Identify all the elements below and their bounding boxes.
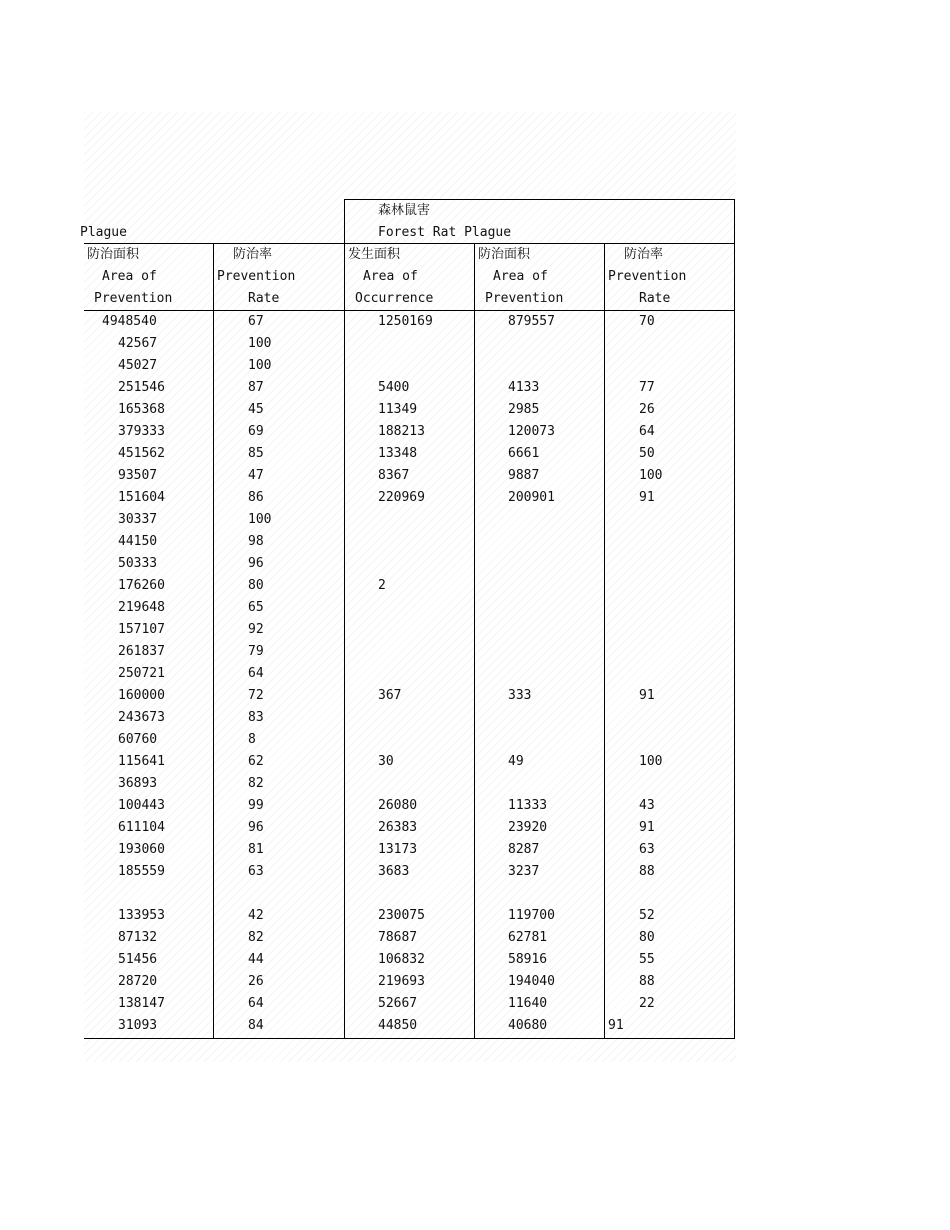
table-cell: 36893 <box>118 776 158 791</box>
col1-header-en1: Area of <box>102 269 157 284</box>
table-cell: 55 <box>639 952 655 967</box>
table-cell: 8287 <box>508 842 540 857</box>
table-row <box>84 575 735 597</box>
table-cell: 220969 <box>378 490 425 505</box>
col3-header-en1: Area of <box>363 269 418 284</box>
table-row <box>84 729 735 751</box>
table-cell: 4133 <box>508 380 540 395</box>
table-cell: 200901 <box>508 490 555 505</box>
table-bottom-border <box>84 1038 735 1039</box>
table-row <box>84 443 735 465</box>
table-cell: 42567 <box>118 336 158 351</box>
table-cell: 11349 <box>378 402 418 417</box>
table-row <box>84 333 735 355</box>
table-cell: 67 <box>248 314 264 329</box>
col1-header-en2: Prevention <box>94 291 173 306</box>
table-cell: 251546 <box>118 380 165 395</box>
table-cell: 81 <box>248 842 264 857</box>
table-row <box>84 355 735 377</box>
table-row <box>84 685 735 707</box>
col3-header-en2: Occurrence <box>355 291 434 306</box>
table-row <box>84 465 735 487</box>
table-cell: 28720 <box>118 974 158 989</box>
table-cell: 138147 <box>118 996 165 1011</box>
table-cell: 185559 <box>118 864 165 879</box>
table-cell: 2985 <box>508 402 540 417</box>
col2-header-en1: Prevention <box>217 269 296 284</box>
table-cell: 243673 <box>118 710 165 725</box>
table-cell: 69 <box>248 424 264 439</box>
table-cell: 160000 <box>118 688 165 703</box>
table-cell: 91 <box>639 820 655 835</box>
table-cell: 80 <box>248 578 264 593</box>
table-cell: 47 <box>248 468 264 483</box>
table-cell: 85 <box>248 446 264 461</box>
table-cell: 120073 <box>508 424 555 439</box>
table-cell: 72 <box>248 688 264 703</box>
table-row <box>84 817 735 839</box>
table-cell: 261837 <box>118 644 165 659</box>
col4-header-cn: 防治面积 <box>478 247 531 262</box>
table-cell: 13173 <box>378 842 418 857</box>
table-cell: 151604 <box>118 490 165 505</box>
table-row <box>84 597 735 619</box>
table-cell: 58916 <box>508 952 548 967</box>
table-cell: 99 <box>248 798 264 813</box>
right-group-title-cn: 森林鼠害 <box>378 203 431 218</box>
table-row <box>84 663 735 685</box>
table-row <box>84 399 735 421</box>
table-cell: 51456 <box>118 952 158 967</box>
table-body <box>84 311 735 1038</box>
table-cell: 100443 <box>118 798 165 813</box>
table-cell: 157107 <box>118 622 165 637</box>
table-row <box>84 883 735 905</box>
table-cell: 42 <box>248 908 264 923</box>
col4-header-en1: Area of <box>493 269 548 284</box>
table-cell: 165368 <box>118 402 165 417</box>
table-cell: 91 <box>639 490 655 505</box>
table-row <box>84 531 735 553</box>
table-cell: 78687 <box>378 930 418 945</box>
table-cell: 49 <box>508 754 524 769</box>
table-cell: 44 <box>248 952 264 967</box>
table-cell: 31093 <box>118 1018 158 1033</box>
table-cell: 8 <box>248 732 256 747</box>
table-cell: 30 <box>378 754 394 769</box>
table-cell: 611104 <box>118 820 165 835</box>
table-cell: 11640 <box>508 996 548 1011</box>
table-cell: 50 <box>639 446 655 461</box>
table-cell: 188213 <box>378 424 425 439</box>
table-cell: 26 <box>248 974 264 989</box>
table-cell: 92 <box>248 622 264 637</box>
table-cell: 2 <box>378 578 386 593</box>
table-cell: 100 <box>248 336 272 351</box>
table-cell: 82 <box>248 776 264 791</box>
table-row <box>84 927 735 949</box>
table-cell: 194040 <box>508 974 555 989</box>
table-cell: 4948540 <box>102 314 157 329</box>
table-cell: 84 <box>248 1018 264 1033</box>
table-row <box>84 751 735 773</box>
table-cell: 65 <box>248 600 264 615</box>
table-cell: 5400 <box>378 380 410 395</box>
table-cell: 96 <box>248 556 264 571</box>
table-row <box>84 993 735 1015</box>
col4-header-en2: Prevention <box>485 291 564 306</box>
table-cell: 26383 <box>378 820 418 835</box>
table-cell: 219693 <box>378 974 425 989</box>
table-cell: 77 <box>639 380 655 395</box>
table-cell: 43 <box>639 798 655 813</box>
table-cell: 250721 <box>118 666 165 681</box>
table-row <box>84 905 735 927</box>
table-row <box>84 641 735 663</box>
table-cell: 106832 <box>378 952 425 967</box>
table-cell: 100 <box>248 512 272 527</box>
table-cell: 64 <box>639 424 655 439</box>
table-row <box>84 619 735 641</box>
table-cell: 96 <box>248 820 264 835</box>
col5-header-en1: Prevention <box>608 269 687 284</box>
table-row <box>84 421 735 443</box>
left-group-title-en: Plague <box>80 225 127 240</box>
col2-header-cn: 防治率 <box>233 247 273 262</box>
table-cell: 91 <box>608 1018 624 1033</box>
table-cell: 115641 <box>118 754 165 769</box>
table-cell: 100 <box>639 468 663 483</box>
table-cell: 3683 <box>378 864 410 879</box>
table-row <box>84 311 735 333</box>
table-cell: 9887 <box>508 468 540 483</box>
table-cell: 26080 <box>378 798 418 813</box>
table-row <box>84 1015 735 1037</box>
table-row <box>84 971 735 993</box>
table-cell: 80 <box>639 930 655 945</box>
table-cell: 87132 <box>118 930 158 945</box>
table-cell: 100 <box>248 358 272 373</box>
data-table <box>80 199 735 1039</box>
table-cell: 11333 <box>508 798 548 813</box>
table-cell: 91 <box>639 688 655 703</box>
table-cell: 30337 <box>118 512 158 527</box>
col2-header-en2: Rate <box>248 291 280 306</box>
table-cell: 333 <box>508 688 532 703</box>
table-cell: 82 <box>248 930 264 945</box>
table-cell: 64 <box>248 666 264 681</box>
table-cell: 40680 <box>508 1018 548 1033</box>
table-row <box>84 509 735 531</box>
table-cell: 379333 <box>118 424 165 439</box>
table-cell: 26 <box>639 402 655 417</box>
table-cell: 50333 <box>118 556 158 571</box>
table-cell: 193060 <box>118 842 165 857</box>
table-cell: 93507 <box>118 468 158 483</box>
table-cell: 22 <box>639 996 655 1011</box>
table-cell: 88 <box>639 864 655 879</box>
table-cell: 63 <box>639 842 655 857</box>
table-cell: 451562 <box>118 446 165 461</box>
table-cell: 6661 <box>508 446 540 461</box>
col5-header-cn: 防治率 <box>624 247 664 262</box>
table-cell: 879557 <box>508 314 555 329</box>
table-cell: 3237 <box>508 864 540 879</box>
table-cell: 13348 <box>378 446 418 461</box>
table-cell: 52667 <box>378 996 418 1011</box>
table-cell: 100 <box>639 754 663 769</box>
table-cell: 1250169 <box>378 314 433 329</box>
table-cell: 119700 <box>508 908 555 923</box>
table-row <box>84 487 735 509</box>
table-cell: 64 <box>248 996 264 1011</box>
table-cell: 8367 <box>378 468 410 483</box>
table-cell: 230075 <box>378 908 425 923</box>
table-row <box>84 377 735 399</box>
table-cell: 60760 <box>118 732 158 747</box>
table-row <box>84 839 735 861</box>
table-cell: 45 <box>248 402 264 417</box>
right-group-title-en: Forest Rat Plague <box>378 225 512 240</box>
table-cell: 70 <box>639 314 655 329</box>
table-cell: 87 <box>248 380 264 395</box>
table-cell: 367 <box>378 688 402 703</box>
table-row <box>84 795 735 817</box>
table-cell: 83 <box>248 710 264 725</box>
table-cell: 63 <box>248 864 264 879</box>
table-cell: 79 <box>248 644 264 659</box>
col3-header-cn: 发生面积 <box>348 247 401 262</box>
table-row <box>84 773 735 795</box>
table-cell: 86 <box>248 490 264 505</box>
table-row <box>84 861 735 883</box>
col1-header-cn: 防治面积 <box>87 247 140 262</box>
table-row <box>84 553 735 575</box>
table-cell: 62781 <box>508 930 548 945</box>
table-cell: 219648 <box>118 600 165 615</box>
table-cell: 23920 <box>508 820 548 835</box>
table-cell: 44850 <box>378 1018 418 1033</box>
col5-header-en2: Rate <box>639 291 671 306</box>
table-cell: 52 <box>639 908 655 923</box>
table-cell: 62 <box>248 754 264 769</box>
table-cell: 176260 <box>118 578 165 593</box>
table-cell: 44150 <box>118 534 158 549</box>
table-cell: 133953 <box>118 908 165 923</box>
table-cell: 45027 <box>118 358 158 373</box>
table-cell: 88 <box>639 974 655 989</box>
table-cell: 98 <box>248 534 264 549</box>
table-row <box>84 707 735 729</box>
table-row <box>84 949 735 971</box>
